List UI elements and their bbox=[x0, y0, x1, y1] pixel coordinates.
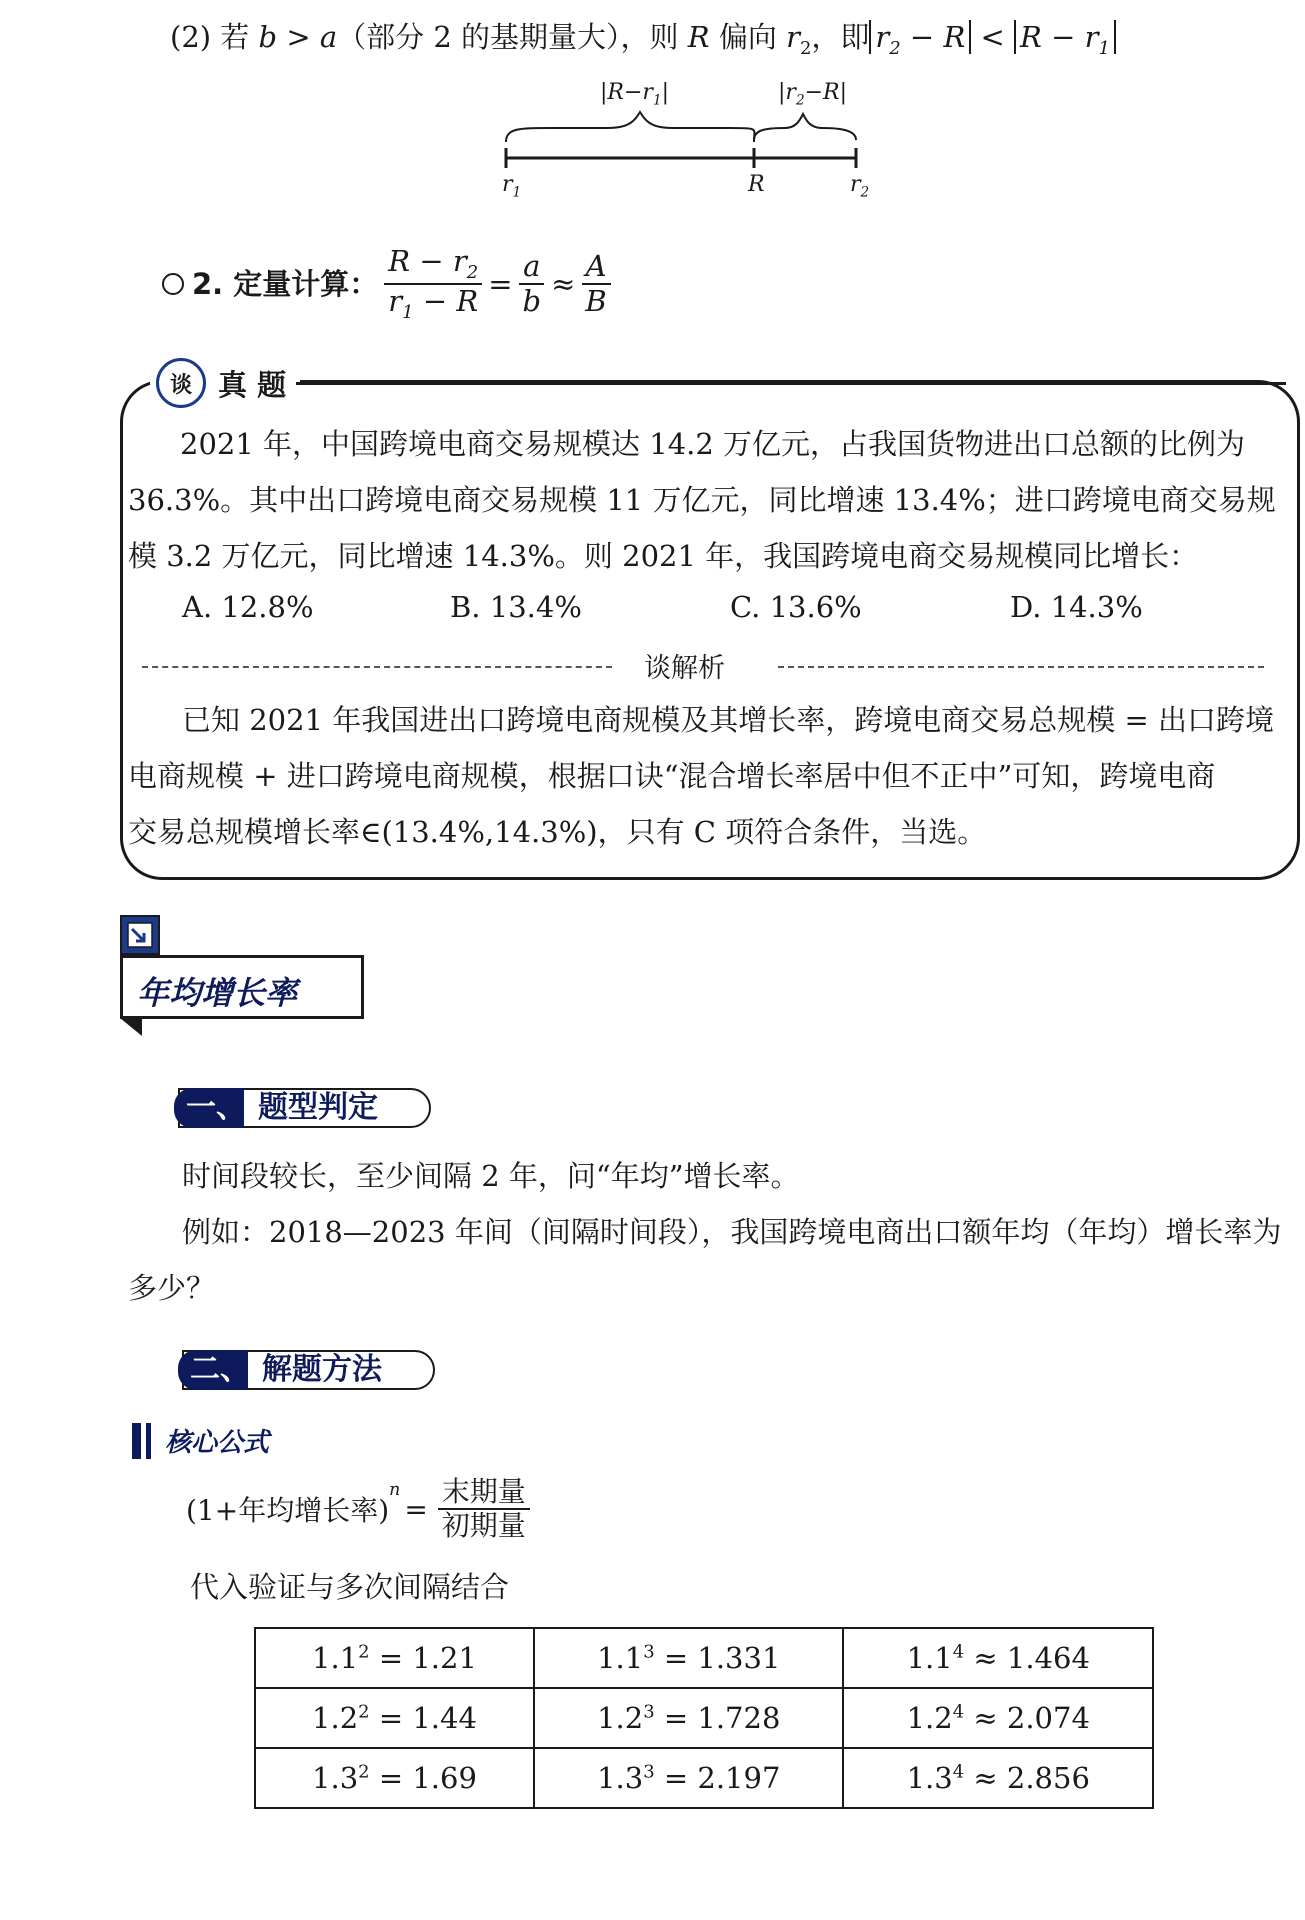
part1-tab bbox=[178, 1088, 431, 1128]
condition-line: (2) 若 b > a（部分 2 的基期量大），则 R 偏向 $r_2$，即 $r_2 - R < R - r_1$ bbox=[170, 20, 1116, 59]
part1-line: 多少？ bbox=[128, 1271, 216, 1305]
fraction-mid: $\frac{a}{b}$ bbox=[519, 250, 546, 319]
section-header bbox=[120, 915, 370, 1035]
left-distance-label: $|R-r_1|$ bbox=[600, 80, 670, 109]
option-c: C. 13.6% bbox=[730, 590, 862, 624]
brace-and-segment bbox=[490, 110, 890, 170]
question-line: 36.3%。其中出口跨境电商交易规模 11 万亿元，同比增速 13.4%；进口跨境电商交易规 bbox=[128, 483, 1276, 517]
right-distance-label: $|r_2-R|$ bbox=[778, 80, 848, 109]
powers-table bbox=[254, 1627, 1154, 1809]
question-line: 模 3.2 万亿元，同比增速 14.3%。则 2021 年，我国跨境电商交易规模同比增长： bbox=[128, 539, 1199, 573]
title-corner-tab bbox=[120, 1018, 144, 1036]
table-cell: $1.1^2 = 1.21$ bbox=[255, 1628, 534, 1688]
quantitative-calc: 2. 定量计算： $\frac{R - r_2}{r_1 - R}$ = $\frac{a}{b}$ ≈ $\frac{A}{B}$ bbox=[162, 245, 617, 324]
option-b: B. 13.4% bbox=[450, 590, 582, 624]
part2-title: 解题方法 bbox=[262, 1352, 382, 1387]
talk-badge-icon: 谈 bbox=[156, 358, 206, 408]
table-cell: $1.2^4 \approx 2.074$ bbox=[843, 1688, 1153, 1748]
tick-r2: $r_2$ bbox=[850, 172, 870, 201]
arrow-corner-icon bbox=[120, 915, 160, 955]
divider-left bbox=[142, 666, 612, 668]
section-title-box bbox=[120, 955, 364, 1019]
question-line: 2021 年，中国跨境电商交易规模达 14.2 万亿元，占我国货物进出口总额的比例为 bbox=[180, 427, 1246, 461]
part2-tab bbox=[182, 1350, 435, 1390]
table-cell: $1.1^3 = 1.331$ bbox=[534, 1628, 843, 1688]
table-cell: $1.1^4 \approx 1.464$ bbox=[843, 1628, 1153, 1688]
fraction-right: $\frac{A}{B}$ bbox=[581, 250, 610, 319]
table-cell: $1.3^4 \approx 2.856$ bbox=[843, 1748, 1153, 1808]
table-cell: $1.2^2 = 1.44$ bbox=[255, 1688, 534, 1748]
abs-left: $r_2 - R$ bbox=[869, 20, 971, 54]
part1-title: 题型判定 bbox=[258, 1090, 378, 1125]
panel-heading-text: 真 题 bbox=[218, 367, 287, 402]
table-row bbox=[255, 1748, 1153, 1808]
analysis-line: 交易总规模增长率∈(13.4%,14.3%)，只有 C 项符合条件，当选。 bbox=[128, 815, 987, 849]
double-bar-icon bbox=[132, 1423, 141, 1459]
option-d: D. 14.3% bbox=[1010, 590, 1143, 624]
part1-body bbox=[128, 1148, 1298, 1316]
table-row bbox=[255, 1628, 1153, 1688]
tick-R: R bbox=[748, 172, 765, 197]
part1-line: 时间段较长，至少间隔 2 年，问“年均”增长率。 bbox=[182, 1159, 800, 1193]
question-stem bbox=[128, 416, 1288, 584]
analysis-line: 已知 2021 年我国进出口跨境电商规模及其增长率，跨境电商交易总规模 = 出口跨境 bbox=[182, 703, 1274, 737]
section-title: 年均增长率 bbox=[137, 974, 298, 1012]
abs-right: $R - r_1$ bbox=[1014, 20, 1116, 54]
part1-number: 一、 bbox=[174, 1088, 244, 1128]
panel-heading bbox=[150, 358, 300, 408]
circle-bullet-icon bbox=[162, 273, 184, 295]
part1-line: 例如：2018—2023 年间（间隔时间段），我国跨境电商出口额年均（年均）增长率为 bbox=[182, 1215, 1282, 1249]
part2-number: 二、 bbox=[178, 1350, 248, 1390]
analysis-text bbox=[128, 692, 1288, 860]
segment-diagram bbox=[490, 80, 890, 210]
heading-rule bbox=[296, 382, 1286, 385]
method-note: 代入验证与多次间隔结合 bbox=[190, 1570, 510, 1604]
analysis-line: 电商规模 + 进口跨境电商规模，根据口诀“混合增长率居中但不正中”可知，跨境电商 bbox=[128, 759, 1216, 793]
table-row bbox=[255, 1688, 1153, 1748]
analysis-label: 谈解析 bbox=[644, 653, 725, 684]
table-cell: $1.3^2 = 1.69$ bbox=[255, 1748, 534, 1808]
tick-r1: $r_1$ bbox=[502, 172, 522, 201]
formula-fraction: $\frac{\text{末期量}}{\text{初期量}}$ bbox=[438, 1476, 530, 1542]
option-a: A. 12.8% bbox=[182, 590, 314, 624]
core-formula-label: 核心公式 bbox=[165, 1428, 270, 1458]
fraction-left: $\frac{R - r_2}{r_1 - R}$ bbox=[384, 245, 482, 324]
growth-formula: (1+年均增长率) $^n$ = $\frac{\text{末期量}}{\text{初期量}}$ bbox=[186, 1476, 536, 1542]
table-cell: $1.3^3 = 2.197$ bbox=[534, 1748, 843, 1808]
table-cell: $1.2^3 = 1.728$ bbox=[534, 1688, 843, 1748]
divider-right bbox=[778, 666, 1264, 668]
core-formula-heading bbox=[132, 1422, 269, 1459]
